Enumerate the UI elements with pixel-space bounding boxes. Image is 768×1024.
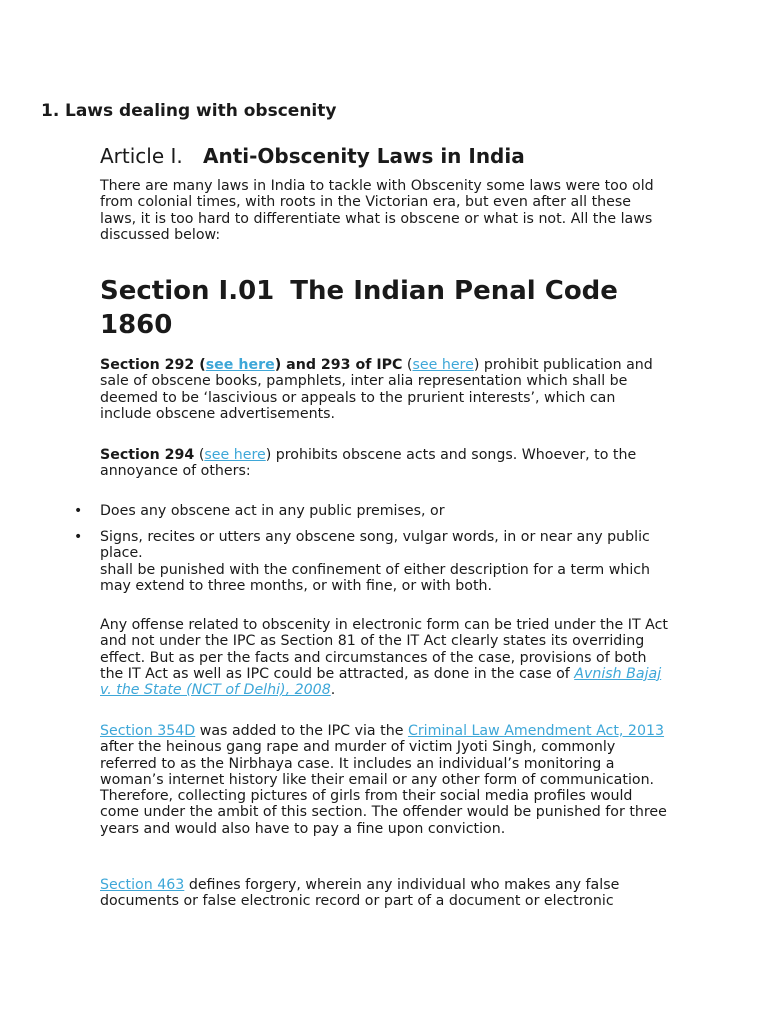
section-292-paragraph	[100, 357, 670, 422]
section-354d-text-b: after the heinous gang rape and murder of victim Jyoti Singh, commonly referred to as the Nirbhaya case. It includes an individual’s monitoring a woman’s internet history like their email or any other form of communication. Therefore, collecting pictures of girls from their social media profiles would come under the ambit of this section. The offender would be punished for three years and would also have to pay a fine upon conviction.	[100, 739, 667, 837]
bullet-item-2-text: Signs, recites or utters any obscene song, vulgar words, in or near any public place.	[100, 529, 650, 562]
article-title: Anti-Obscenity Laws in India	[203, 144, 525, 168]
section-463-paragraph	[100, 877, 670, 910]
it-act-paragraph	[100, 617, 670, 698]
section-title: The Indian Penal Code 1860	[100, 276, 618, 340]
section-294-paragraph	[100, 447, 670, 480]
heading-number: 1.	[41, 101, 60, 121]
bullet-item-1: Does any obscene act in any public premises, or	[100, 503, 445, 519]
bullet-marker: •	[74, 503, 83, 519]
section-354d-link[interactable]: Section 354D	[100, 723, 196, 739]
section-292-text: ) prohibit publication and sale of obscene books, pamphlets, inter alia representation which shall be deemed to be ‘lascivious or appeals to the prurient interests’, which can include obscene advertisements.	[100, 357, 653, 422]
avnish-bajaj-case-link[interactable]: Avnish Bajaj v. the State (NCT of Delhi), 2008	[100, 665, 662, 699]
criminal-law-amendment-link[interactable]: Criminal Law Amendment Act, 2013	[407, 723, 665, 739]
it-act-text: Any offense related to obscenity in electronic form can be tried under the IT Act and not under the IPC as Section 81 of the IT Act clearly states its overriding effect. But as per the facts and circumstances of the case, provisions of both the IT Act as well as IPC could be attracted, as done in the case of	[100, 617, 668, 682]
section-number: Section I.01	[100, 276, 275, 306]
section-463-text: defines forgery, wherein any individual who makes any false documents or false electronic record or part of a document or electronic	[100, 877, 620, 910]
intro-paragraph: There are many laws in India to tackle with Obscenity some laws were too old from colonial times, with roots in the Victorian era, but even after all these laws, it is too hard to differentiate what is obscene or what is not. All the laws discussed below:	[100, 178, 654, 243]
see-here-link-294[interactable]: see here	[204, 447, 266, 463]
list-heading	[41, 101, 336, 121]
section-292-label: Section 292 (	[100, 357, 206, 373]
bullet-marker: •	[74, 529, 83, 545]
section-354d-text-a: was added to the IPC via the	[195, 723, 408, 739]
section-294-text: ) prohibits obscene acts and songs. Whoever, to the annoyance of others:	[100, 447, 637, 480]
bullet-item-2	[100, 529, 670, 594]
period: .	[330, 682, 336, 699]
bullet-item-2-continuation: shall be punished with the confinement of either description for a term which may extend to three months, or with fine, or with both.	[100, 561, 651, 594]
paren-open: (	[402, 357, 413, 373]
article-prefix: Article I.	[100, 144, 183, 168]
article-heading	[100, 144, 525, 168]
section-463-link[interactable]: Section 463	[100, 877, 185, 893]
see-here-link-292[interactable]: see here	[205, 357, 275, 373]
heading-text: Laws dealing with obscenity	[65, 101, 337, 121]
section-294-label: Section 294	[100, 447, 195, 463]
section-heading	[100, 274, 660, 342]
paren-open: (	[194, 447, 205, 463]
see-here-link-293[interactable]: see here	[412, 357, 474, 373]
section-293-label: ) and 293 of IPC	[274, 357, 403, 373]
section-354d-paragraph	[100, 723, 670, 837]
